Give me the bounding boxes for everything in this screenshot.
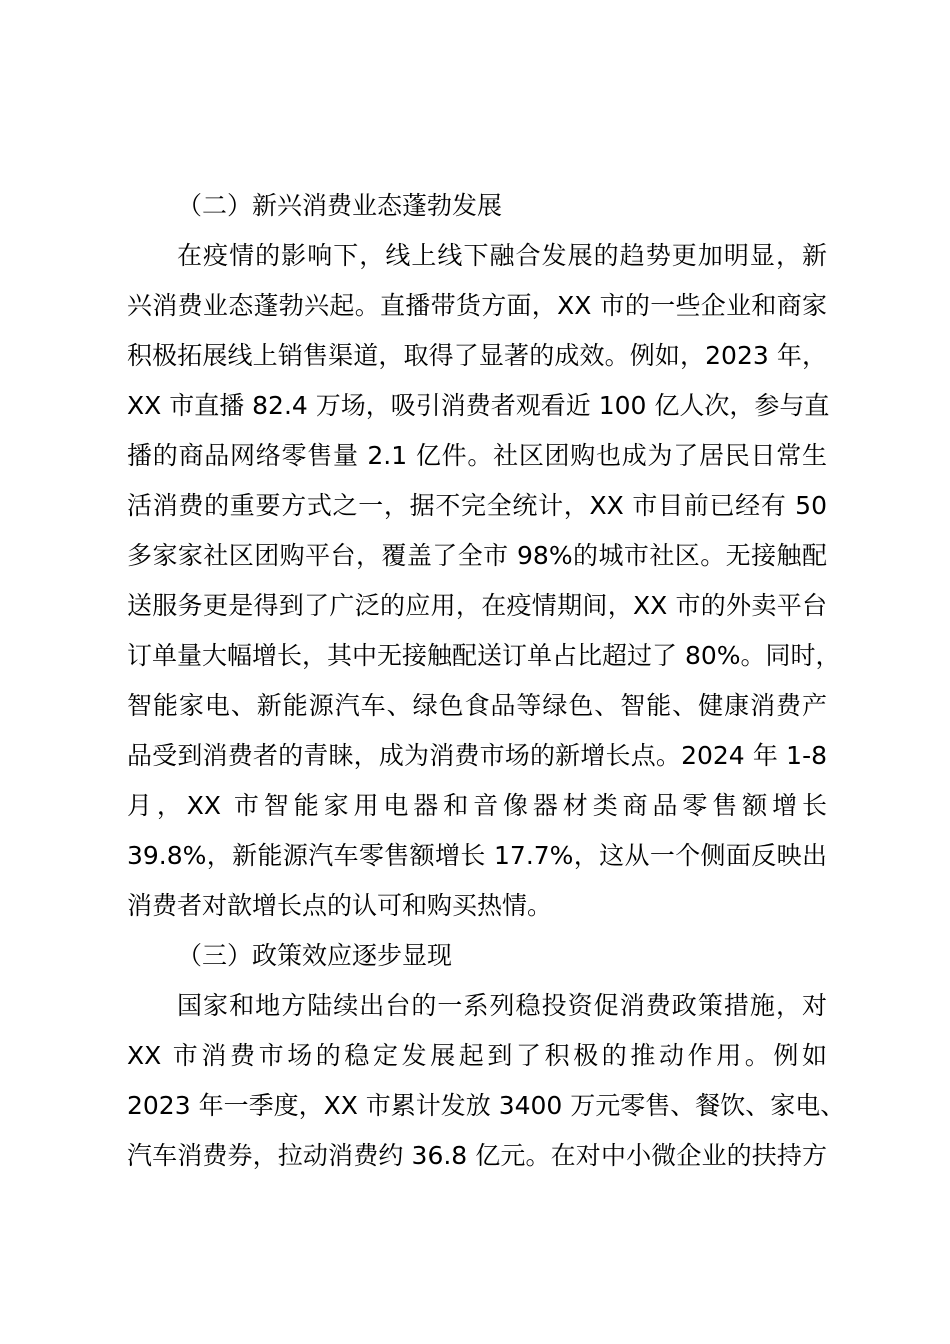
paragraph-line: XX 市直播 82.4 万场，吸引消费者观看近 100 亿人次，参与直: [127, 391, 830, 420]
paragraph-line: 39.8%，新能源汽车零售额增长 17.7%，这从一个侧面反映出: [127, 841, 827, 870]
paragraph-line: 送服务更是得到了广泛的应用，在疫情期间，XX 市的外卖平台: [127, 591, 827, 620]
section-heading-3: （三）政策效应逐步显现: [177, 941, 453, 970]
paragraph-line: 国家和地方陆续出台的一系列稳投资促消费政策措施，对: [177, 991, 827, 1020]
paragraph-line: 月，XX 市智能家用电器和音像器材类商品零售额增长: [127, 791, 827, 820]
paragraph-line: 智能家电、新能源汽车、绿色食品等绿色、智能、健康消费产: [127, 691, 827, 720]
paragraph-line: 多家家社区团购平台，覆盖了全市 98%的城市社区。无接触配: [127, 541, 827, 570]
paragraph-line: 兴消费业态蓬勃兴起。直播带货方面，XX 市的一些企业和商家: [127, 291, 827, 320]
paragraph-line: 播的商品网络零售量 2.1 亿件。社区团购也成为了居民日常生: [127, 441, 827, 470]
paragraph-line: 2023 年一季度，XX 市累计发放 3400 万元零售、餐饮、家电、: [127, 1091, 846, 1120]
paragraph-line: 消费者对歆增长点的认可和购买热情。: [127, 891, 553, 920]
paragraph-line: 在疫情的影响下，线上线下融合发展的趋势更加明显，新: [177, 241, 827, 270]
paragraph-line: 活消费的重要方式之一，据不完全统计，XX 市目前已经有 50: [127, 491, 827, 520]
paragraph-line: 汽车消费券，拉动消费约 36.8 亿元。在对中小微企业的扶持方: [127, 1141, 827, 1170]
paragraph-line: 积极拓展线上销售渠道，取得了显著的成效。例如，2023 年，: [127, 341, 827, 370]
paragraph-line: XX 市消费市场的稳定发展起到了积极的推动作用。例如: [127, 1041, 827, 1070]
paragraph-line: 订单量大幅增长，其中无接触配送订单占比超过了 80%。同时，: [127, 641, 841, 670]
paragraph-line: 品受到消费者的青睐，成为消费市场的新增长点。2024 年 1-8: [127, 741, 827, 770]
section-heading-2: （二）新兴消费业态蓬勃发展: [177, 191, 503, 220]
